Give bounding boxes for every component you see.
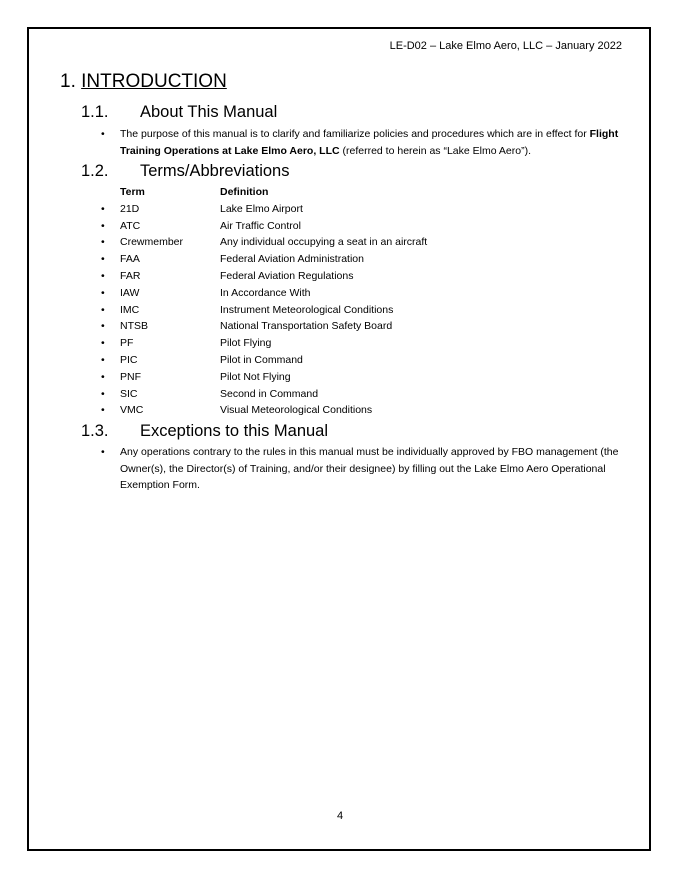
term-cell: VMC bbox=[120, 404, 144, 417]
bullet-icon: • bbox=[101, 202, 105, 215]
about-text-bold: Flight Training Operations at Lake Elmo Aero, LLC bbox=[120, 128, 619, 157]
section-1-number: 1. bbox=[60, 71, 76, 92]
exceptions-text: Any operations contrary to the rules in this manual must be individually approved by FBO management (the Owner(s), the Director(s) of Training, and/or their designee) by filling out the Lake Elmo Aero Operational Exemption Form. bbox=[120, 446, 619, 491]
definition-cell: In Accordance With bbox=[220, 286, 311, 299]
bullet-icon: • bbox=[101, 320, 105, 333]
definition-cell: Pilot Flying bbox=[220, 337, 272, 350]
definition-cell: Second in Command bbox=[220, 387, 319, 400]
bullet-icon: • bbox=[101, 128, 105, 140]
definition-cell: Federal Aviation Administration bbox=[220, 253, 364, 266]
definition-cell: Any individual occupying a seat in an aircraft bbox=[220, 236, 428, 249]
bullet-icon: • bbox=[101, 387, 105, 400]
definition-cell: Visual Meteorological Conditions bbox=[220, 404, 373, 417]
about-manual-paragraph bbox=[101, 126, 632, 159]
term-column-header: Term bbox=[120, 186, 145, 198]
term-cell: PF bbox=[120, 337, 134, 350]
page-number: 4 bbox=[336, 810, 344, 822]
term-cell: FAR bbox=[120, 269, 141, 282]
bullet-icon: • bbox=[101, 404, 105, 417]
section-1-2-title: Terms/Abbreviations bbox=[140, 162, 290, 180]
definition-cell: National Transportation Safety Board bbox=[220, 320, 393, 333]
section-1-2-heading bbox=[81, 162, 289, 181]
term-cell: IMC bbox=[120, 303, 140, 316]
term-cell: PNF bbox=[120, 370, 141, 383]
about-text-end: (referred to herein as “Lake Elmo Aero”). bbox=[339, 144, 531, 157]
section-1-heading bbox=[60, 71, 227, 93]
bullet-icon: • bbox=[101, 446, 105, 458]
definition-cell: Lake Elmo Airport bbox=[220, 202, 303, 215]
bullet-icon: • bbox=[101, 353, 105, 366]
bullet-icon: • bbox=[101, 269, 105, 282]
bullet-icon: • bbox=[101, 236, 105, 249]
term-cell: IAW bbox=[120, 286, 140, 299]
section-1-1-heading bbox=[81, 103, 277, 122]
document-header: LE-D02 – Lake Elmo Aero, LLC – January 2022 bbox=[389, 40, 622, 52]
term-cell: Crewmember bbox=[120, 236, 184, 249]
term-cell: FAA bbox=[120, 253, 140, 266]
section-1-3-number: 1.3. bbox=[81, 422, 109, 440]
section-1-3-title: Exceptions to this Manual bbox=[140, 422, 329, 440]
definition-column-header: Definition bbox=[220, 186, 269, 198]
section-1-1-number: 1.1. bbox=[81, 103, 109, 121]
definition-cell: Air Traffic Control bbox=[220, 219, 301, 232]
bullet-icon: • bbox=[101, 253, 105, 266]
term-cell: 21D bbox=[120, 202, 140, 215]
definition-cell: Pilot in Command bbox=[220, 353, 303, 366]
definition-cell: Instrument Meteorological Conditions bbox=[220, 303, 394, 316]
section-1-title: INTRODUCTION bbox=[81, 71, 227, 92]
section-1-1-title: About This Manual bbox=[140, 103, 278, 121]
about-text-start: The purpose of this manual is to clarify and familiarize policies and procedures which are in effect for bbox=[120, 128, 590, 140]
bullet-icon: • bbox=[101, 286, 105, 299]
definition-cell: Pilot Not Flying bbox=[220, 370, 291, 383]
section-1-2-number: 1.2. bbox=[81, 162, 109, 180]
bullet-icon: • bbox=[101, 303, 105, 316]
exceptions-paragraph bbox=[101, 444, 632, 494]
section-1-3-heading bbox=[81, 422, 328, 441]
term-cell: ATC bbox=[120, 219, 141, 232]
term-cell: PIC bbox=[120, 353, 138, 366]
bullet-icon: • bbox=[101, 219, 105, 232]
bullet-icon: • bbox=[101, 337, 105, 350]
bullet-icon: • bbox=[101, 370, 105, 383]
definition-cell: Federal Aviation Regulations bbox=[220, 269, 354, 282]
term-cell: NTSB bbox=[120, 320, 149, 333]
term-cell: SIC bbox=[120, 387, 138, 400]
